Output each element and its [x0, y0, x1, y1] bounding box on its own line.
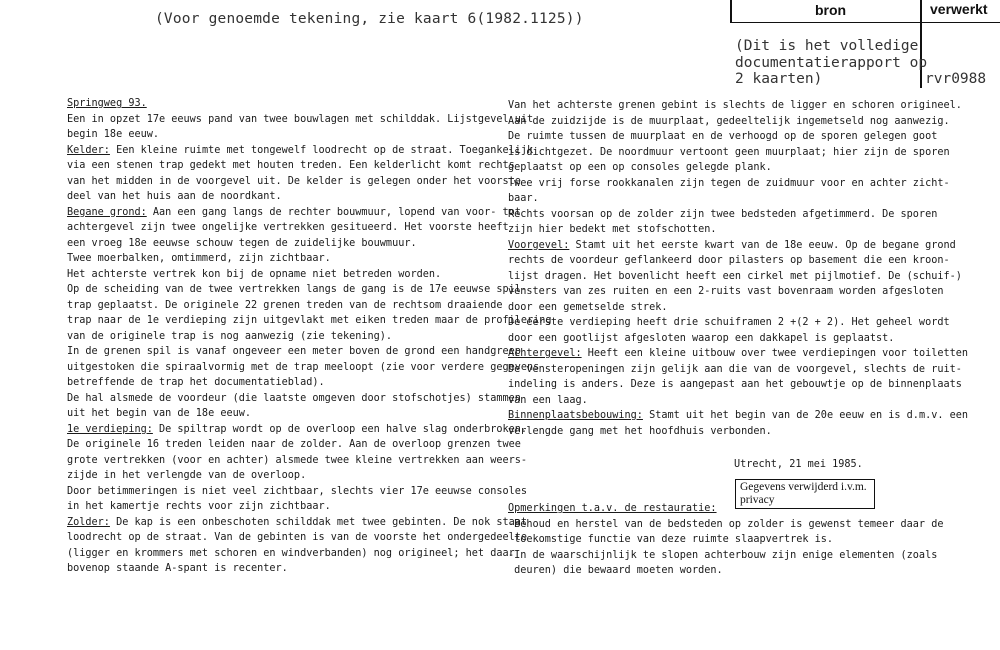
section-text: De spiltrap wordt op de overloop een halve slag onderbroken.: [152, 423, 528, 435]
text-line: uitgestoken die spiraalvormig met de trap meeloopt (zie voor verdere gegevens: [67, 361, 540, 373]
text-line: een vroeg 18e eeuwse schouw tegen de zuidelijke bouwmuur.: [67, 237, 417, 249]
header-divider-middle: [920, 0, 922, 22]
text-line: trap geplaatst. De originele 22 grenen treden van de rechtsom draaiende: [67, 299, 503, 311]
text-line: De vensteropeningen zijn gelijk aan die van de voorgevel, slechts de ruit-: [508, 363, 962, 375]
section-text: Heeft een kleine uitbouw over twee verdiepingen voor toiletten: [581, 348, 969, 359]
section-line: [67, 143, 534, 159]
text-line: betreffende de trap het documentatieblad).: [67, 377, 325, 388]
text-line: toekomstige functie van deze ruimte slaapvertrek is.: [508, 534, 834, 545]
text-line: Aan de zuidzijde is de muurplaat, gedeeltelijk ingemetseld nog aanwezig.: [508, 115, 950, 127]
text-line: De originele 16 treden leiden naar de zolder. Aan de overloop grenzen twee: [67, 439, 521, 450]
section-line: [67, 422, 528, 438]
text-line: grote vertrekken (voor en achter) alsmede twee kleine vertrekken aan weers-: [67, 454, 528, 466]
text-line: trap naar de 1e verdieping zijn uitgevlakt met eiken treden maar de profilering: [67, 315, 552, 326]
text-line: Twee moerbalken, omtimmerd, zijn zichtbaar.: [67, 253, 331, 264]
text-line: Door betimmeringen is niet veel zichtbaar, slechts vier 17e eeuwse consoles: [67, 485, 528, 497]
section-label: Voorgevel:: [508, 239, 570, 251]
section-line: [67, 205, 521, 221]
text-line: Op de scheiding van de twee vertrekken langs de gang is de 17e eeuwse spil-: [67, 284, 528, 295]
section-line: [508, 238, 956, 254]
text-line: door een gemetselde strek.: [508, 301, 668, 313]
source-note-line: documentatierapport op: [735, 54, 928, 71]
text-line: vensters van zes ruiten en een 2-ruits vast bovenraam worden afgesloten: [508, 286, 944, 297]
index-card-header: [730, 0, 1000, 23]
text-line: zijn hier bedekt met stofschotten.: [508, 224, 717, 235]
header-bron: bron: [815, 2, 847, 18]
text-line: loodrecht op de straat. Van de gebinten is van de voorste het ondergedeelte: [67, 532, 528, 543]
text-line: De eerste verdieping heeft drie schuiframen 2 +(2 + 2). Het geheel wordt: [508, 317, 950, 328]
section-label: Begane grond:: [67, 206, 147, 218]
text-line: -Behoud en herstel van de bedsteden op zolder is gewenst temeer daar de: [508, 518, 944, 530]
section-label: 1e verdieping:: [67, 423, 153, 435]
text-line: zijde in het verlengde van de overloop.: [67, 470, 307, 481]
text-line: indeling is anders. Deze is aangepast aan het gebouwtje op de binnenplaats: [508, 379, 962, 390]
section-text: Aan een gang langs de rechter bouwmuur, lopend van voor- tot: [146, 206, 521, 218]
text-line: Het achterste vertrek kon bij de opname niet betreden worden.: [67, 268, 442, 280]
text-line: Een in opzet 17e eeuws pand van twee bouwlagen met schilddak. Lijstgevel uit: [67, 113, 534, 125]
text-line: begin 18e eeuw.: [67, 129, 160, 140]
text-line: van de originele trap is nog aanwezig (zie tekening).: [67, 330, 393, 342]
header-divider-left: [730, 0, 732, 22]
reference-code: rvr0988: [925, 71, 987, 87]
text-line: De ruimte tussen de muurplaat en de verhoogd op de sporen gelegen goot: [508, 131, 938, 142]
section-line: [508, 346, 969, 362]
section-label: Binnenplaatsbebouwing:: [508, 410, 643, 421]
text-line: van het midden in de voorgevel uit. De kelder is gelegen onder het voorste: [67, 175, 521, 187]
section-text: De kap is een onbeschoten schilddak met twee gebinten. De nok staat: [109, 516, 528, 528]
text-line: uit het begin van de 18e eeuw.: [67, 408, 252, 419]
text-line: lijst dragen. Het bovenlicht heeft een cirkel met pijlmotief. De (schuif-): [508, 270, 962, 282]
header-verwerkt: verwerkt: [930, 1, 988, 17]
section-heading: Springweg 93.: [67, 98, 147, 109]
text-line: achtergevel zijn twee ongelijke vertrekken gesitueerd. Het voorste heeft: [67, 222, 509, 233]
text-line: rechts de voordeur geflankeerd door pilasters op basement die een kroon-: [508, 255, 950, 266]
text-line: geplaatst op een op consoles gelegde plank.: [508, 162, 772, 173]
section-label: Kelder:: [67, 144, 110, 156]
text-line: door een gootlijst afgesloten waarop een dakkapel is geplaatst.: [508, 332, 895, 344]
drawing-reference-note: (Voor genoemde tekening, zie kaart 6(1982.1125)): [155, 11, 584, 27]
section-text: Een kleine ruimte met tongewelf loodrecht op de straat. Toegankelijk: [109, 144, 534, 156]
text-line: (ligger en krommers met schoren en windverbanden) nog origineel; het daar: [67, 547, 515, 559]
text-line: via een stenen trap gedekt met houten treden. Een kelderlicht komt rechts: [67, 160, 515, 171]
text-line: -In de waarschijnlijk te slopen achterbouw zijn enige elementen (zoals: [508, 549, 938, 561]
source-note: [735, 38, 927, 88]
text-line: deuren) die bewaard moeten worden.: [508, 565, 723, 576]
section-label: Zolder:: [67, 516, 110, 528]
text-line: bovenop staande A-spant is recenter.: [67, 563, 288, 574]
text-line: Twee vrij forse rookkanalen zijn tegen de zuidmuur voor en achter zicht-: [508, 177, 950, 189]
signature-date: Utrecht, 21 mei 1985.: [734, 459, 863, 470]
text-line: Van het achterste grenen gebint is slechts de ligger en schoren origineel.: [508, 100, 962, 111]
text-line: In de grenen spil is vanaf ongeveer een meter boven de grond een handgreep: [67, 346, 521, 357]
text-line: baar.: [508, 193, 539, 204]
privacy-stamp: Gegevens verwijderd i.v.m. privacy: [735, 479, 875, 509]
text-line: van een laag.: [508, 394, 588, 406]
section-text: Stamt uit het begin van de 20e eeuw en is d.m.v. een: [642, 410, 969, 421]
text-line: in het kamertje rechts voor zijn zichtbaar.: [67, 501, 331, 512]
section-label: Achtergevel:: [508, 348, 582, 359]
text-line: verlengde gang met het hoofdhuis verbonden.: [508, 425, 772, 437]
text-line: De hal alsmede de voordeur (die laatste omgeven door stofschotjes) stammen: [67, 392, 521, 404]
source-note-line: (Dit is het volledige: [735, 38, 919, 54]
section-line: [508, 408, 969, 424]
text-line: deel van het huis aan de noordkant.: [67, 191, 282, 202]
section-line: [67, 515, 528, 531]
text-line: is dichtgezet. De noordmuur vertoont geen muurplaat; hier zijn de sporen: [508, 146, 950, 158]
section-text: Stamt uit het eerste kwart van de 18e eeuw. Op de begane grond: [569, 239, 956, 251]
text-line: Rechts voorsan op de zolder zijn twee bedsteden afgetimmerd. De sporen: [508, 208, 938, 220]
section-heading: Opmerkingen t.a.v. de restauratie:: [508, 503, 717, 514]
source-note-line: 2 kaarten): [735, 71, 823, 87]
